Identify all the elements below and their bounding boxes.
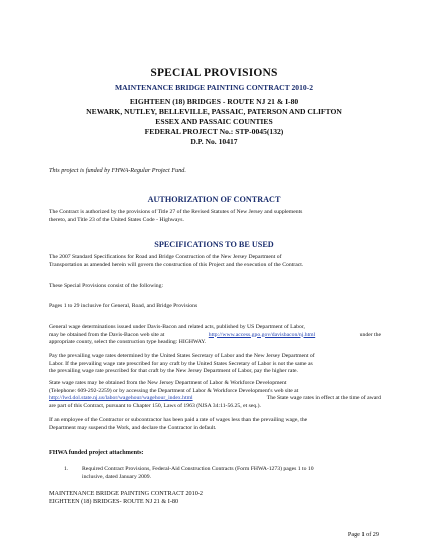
wage-determinations-paragraph: [49, 324, 381, 347]
authorization-heading: AUTHORIZATION OF CONTRACT: [147, 195, 281, 204]
lwd-wage-link[interactable]: http://lwd.dol.state.nj.us/labor/wagehour/wagehour_index.html: [49, 395, 193, 402]
specifications-paragraph-3: Pages 1 to 29 inclusive for General, Road, and Bridge Provisions: [49, 303, 198, 309]
wage-p-line-2b: under the: [359, 331, 381, 338]
counties-line: ESSEX AND PASSAIC COUNTIES: [155, 117, 273, 126]
spec-p1-line-1: The 2007 Standard Specifications for Road and Bridge Construction of the New Jersey Department of: [49, 254, 282, 260]
authorization-line-2: thereto, and Title 23 of the United States Code - Highways.: [49, 216, 184, 223]
footer-contract: MAINTENANCE BRIDGE PAINTING CONTRACT 2010-2: [49, 490, 203, 497]
page-label: Page: [347, 531, 360, 538]
spec-p1-line-2: Transportation as amended herein will govern the construction of this Project and the execution of the Contract.: [49, 261, 304, 268]
prevailing-line-2: Labor. If the prevailing wage rate prescribed for any craft by the United States Secretary of Labor is not the same as: [49, 360, 313, 367]
state-wage-line-3b: The State wage rates in effect at the time of award: [266, 395, 381, 402]
federal-project-line: FEDERAL PROJECT No.: STP-0045(132): [144, 127, 284, 136]
prevailing-wage-paragraph: [49, 353, 381, 376]
specifications-paragraph-2: These Special Provisions consist of the following:: [49, 283, 164, 289]
state-wage-line-4: are part of this Contract, pursuant to Chapter 150, Laws of 1963 (NJSA 34:11-56.25, et seq.).: [49, 402, 261, 409]
footer-block: [49, 490, 203, 506]
funding-note: This project is funded by FHWA-Regular Project Fund.: [49, 167, 186, 174]
davis-bacon-link[interactable]: http://www.access.gpo.gov/davisbacon/nj.html: [208, 331, 316, 338]
specifications-paragraph-1: [49, 254, 381, 269]
page-number: [348, 531, 379, 538]
specifications-heading: SPECIFICATIONS TO BE USED: [154, 240, 274, 249]
attachment-item-line-2: inclusive, dated January 2009.: [82, 473, 152, 480]
attachment-item-line-1: Required Contract Provisions, Federal-Aid Construction Contracts (Form FHWA-1273) pages 1 to 10: [82, 466, 314, 472]
towns-line: NEWARK, NUTLEY, BELLEVILLE, PASSAIC, PATERSON AND CLIFTON: [86, 107, 342, 116]
footer-bridges: EIGHTEEN (18) BRIDGES- ROUTE NJ 21 & I-80: [49, 498, 179, 505]
employee-wage-paragraph: [49, 417, 381, 432]
attachment-item-text: [82, 466, 382, 481]
authorization-line-1: The Contract is authorized by the provisions of Title 27 of the Revised Statutes of New Jersey and supplements: [49, 209, 303, 215]
page-total: of 29: [366, 531, 379, 538]
contract-name: MAINTENANCE BRIDGE PAINTING CONTRACT 2010-2: [114, 83, 313, 92]
state-wage-line-1: State wage rates may be obtained from the New Jersey Department of Labor & Workforce Development: [49, 380, 287, 386]
page-current: 1: [361, 531, 365, 538]
employee-line-1: If an employee of the Contractor or subcontractor has been paid a rate of wages less than the prevailing wage, the: [49, 417, 308, 423]
state-wage-line-2: (Telephone: 609-292-2259) or by accessing the Department of Labor & Workforce Development's web site at: [49, 387, 299, 394]
prevailing-line-3: the prevailing wage rate prescribed for that craft by the New Jersey Department of Labor, pay the higher rate.: [49, 368, 298, 375]
page-title: SPECIAL PROVISIONS: [150, 67, 278, 79]
attachments-heading: FHWA funded project attachments:: [49, 449, 144, 456]
state-wage-line-3: [49, 395, 381, 403]
bridges-line: EIGHTEEN (18) BRIDGES - ROUTE NJ 21 & I-80: [129, 97, 299, 106]
prevailing-line-1: Pay the prevailing wage rates determined by the United States Secretary of Labor and the New Jersey Department of: [49, 353, 315, 359]
employee-line-2: Department may suspend the Work, and declare the Contractor in default.: [49, 424, 217, 431]
wage-p-line-2a: may be obtained from the Davis-Bacon web site at: [49, 331, 165, 338]
state-wage-paragraph: [49, 380, 381, 410]
authorization-text: [49, 209, 381, 224]
wage-p-line-3: appropriate county, select the construction type heading: HIGHWAY.: [49, 339, 207, 346]
attachment-item-number: 1.: [64, 466, 69, 472]
wage-p-line-2: [49, 332, 381, 340]
dp-number-line: D.P. No. 10417: [190, 137, 238, 146]
wage-p-line-1: General wage determinations issued under Davis-Bacon and related acts, published by US Department of Labor,: [49, 324, 305, 330]
